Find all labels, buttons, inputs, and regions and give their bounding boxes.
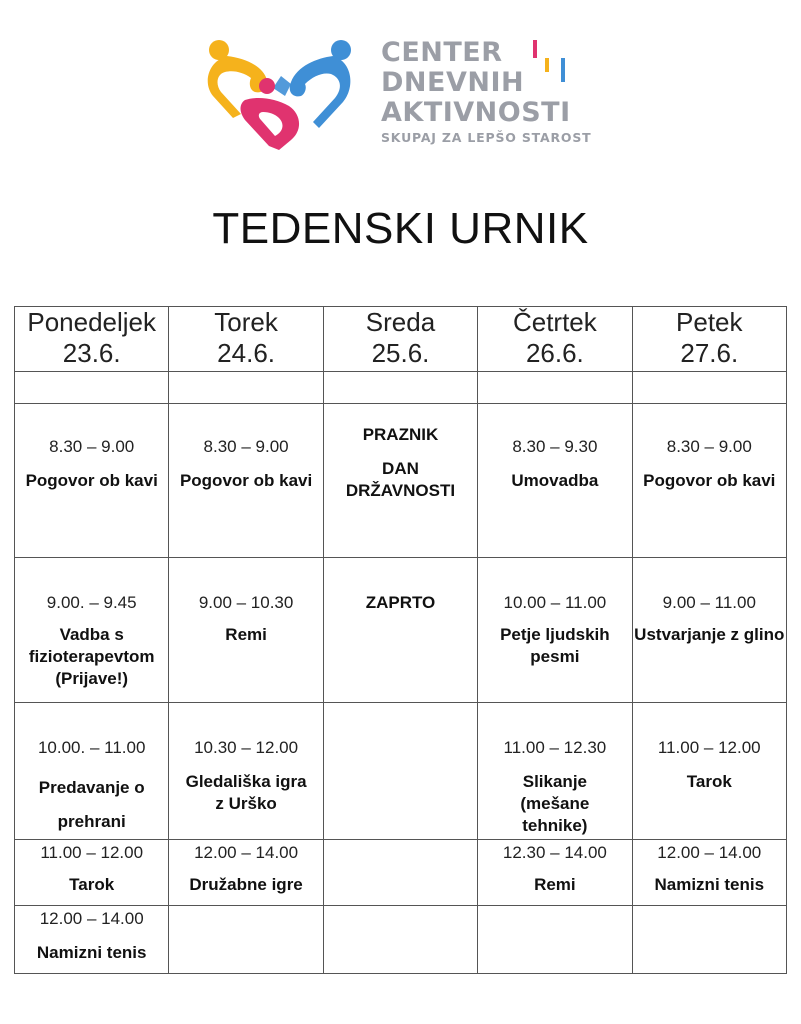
time-range: 8.30 – 9.00 [49, 437, 135, 456]
schedule-cell-fri [632, 703, 786, 840]
activity: Namizni tenis [654, 875, 765, 894]
activity: Pogovor ob kavi [643, 471, 776, 490]
empty-cell [323, 372, 477, 404]
empty-cell [632, 372, 786, 404]
schedule-cell-wed [323, 703, 477, 840]
activity: Ustvarjanje z glino [634, 625, 785, 644]
schedule-row [15, 703, 787, 840]
time-range: 9.00 – 11.00 [662, 593, 756, 612]
activity: Predavanje o prehrani [38, 778, 145, 831]
time-range: 11.00 – 12.00 [40, 843, 144, 862]
blue-bar [561, 58, 565, 82]
day-header-fri [632, 307, 786, 372]
page-title: TEDENSKI URNIK [212, 204, 589, 253]
activity: Gledališka igra z Urško [185, 772, 307, 813]
schedule-cell-mon [15, 558, 169, 703]
day-header-mon [15, 307, 169, 372]
day-name: Torek [214, 307, 278, 337]
schedule-cell-tue [169, 558, 323, 703]
schedule-cell-wed [323, 840, 477, 906]
holiday-name-line2: DRŽAVNOSTI [345, 481, 456, 500]
heart-logo-icon [205, 36, 355, 156]
schedule-cell-thu [478, 558, 632, 703]
schedule-cell-mon [15, 840, 169, 906]
time-range: 8.30 – 9.30 [512, 437, 598, 456]
schedule-cell-wed [323, 558, 477, 703]
empty-cell [169, 372, 323, 404]
schedule-cell-wed [323, 404, 477, 558]
time-range: 11.00 – 12.00 [657, 738, 761, 757]
activity: Družabne igre [189, 875, 303, 894]
schedule-cell-tue [169, 703, 323, 840]
schedule-row [15, 404, 787, 558]
schedule-cell-tue [169, 906, 323, 974]
schedule-cell-wed [323, 906, 477, 974]
activity: Remi [225, 625, 267, 644]
activity: Vadba s fizioterapevtom (Prijave!) [28, 625, 155, 688]
day-date: 26.6. [525, 338, 584, 368]
activity: Slikanje (mešane tehnike) [520, 772, 590, 835]
day-header-row [15, 307, 787, 372]
schedule-cell-mon [15, 703, 169, 840]
holiday-label: PRAZNIK [362, 425, 439, 444]
time-range: 9.00 – 10.30 [198, 593, 294, 612]
empty-row [15, 372, 787, 404]
schedule-cell-fri [632, 558, 786, 703]
day-date: 25.6. [371, 338, 430, 368]
activity: Remi [534, 875, 576, 894]
time-range: 10.00 – 11.00 [503, 593, 607, 612]
day-date: 24.6. [217, 338, 275, 368]
schedule-cell-fri [632, 906, 786, 974]
time-range: 12.00 – 14.00 [657, 843, 762, 862]
yellow-bar [545, 58, 549, 72]
activity: Umovadba [511, 471, 599, 490]
day-name: Sreda [365, 307, 436, 337]
schedule-cell-thu [478, 703, 632, 840]
time-range: 10.00. – 11.00 [37, 738, 146, 757]
brand-tagline: SKUPAJ ZA LEPŠO STAROST [381, 130, 592, 145]
day-name: Ponedeljek [27, 307, 157, 337]
schedule-cell-mon [15, 404, 169, 558]
schedule-cell-tue [169, 840, 323, 906]
day-header-tue [169, 307, 323, 372]
time-range: 12.30 – 14.00 [502, 843, 607, 862]
schedule-cell-thu [478, 906, 632, 974]
activity: Pogovor ob kavi [179, 471, 313, 490]
schedule-row [15, 906, 787, 974]
holiday-name-line1: DAN [382, 459, 419, 478]
day-name: Četrtek [512, 307, 597, 337]
day-date: 27.6. [680, 338, 739, 368]
time-range: 12.00 – 14.00 [39, 909, 144, 928]
schedule-cell-tue [169, 404, 323, 558]
day-header-wed [323, 307, 477, 372]
time-range: 8.30 – 9.00 [666, 437, 752, 456]
empty-cell [15, 372, 169, 404]
activity: Pogovor ob kavi [25, 471, 158, 490]
pink-bar [533, 40, 537, 58]
day-header-thu [478, 307, 632, 372]
schedule-cell-thu [478, 404, 632, 558]
activity: Petje ljudskih pesmi [500, 625, 610, 666]
brand-text [381, 38, 591, 145]
schedule-cell-fri [632, 840, 786, 906]
schedule-row [15, 558, 787, 703]
empty-cell [478, 372, 632, 404]
brand-line-dnevnih: DNEVNIH [381, 67, 525, 98]
brand-line-aktivnosti: AKTIVNOSTI [381, 97, 571, 128]
activity: Tarok [686, 772, 732, 791]
day-name: Petek [676, 307, 743, 337]
schedule-cell-fri [632, 404, 786, 558]
day-date: 23.6. [62, 338, 121, 368]
schedule-table [14, 306, 787, 974]
activity: Namizni tenis [36, 943, 147, 962]
schedule-cell-thu [478, 840, 632, 906]
closed-label: ZAPRTO [365, 593, 436, 612]
logo [205, 36, 605, 156]
time-range: 10.30 – 12.00 [194, 738, 299, 757]
activity: Tarok [69, 875, 115, 894]
time-range: 8.30 – 9.00 [203, 437, 289, 456]
schedule-cell-mon [15, 906, 169, 974]
brand-line-center: CENTER [381, 37, 503, 68]
time-range: 9.00. – 9.45 [46, 593, 137, 612]
time-range: 11.00 – 12.30 [503, 738, 607, 757]
schedule-row [15, 840, 787, 906]
time-range: 12.00 – 14.00 [194, 843, 299, 862]
